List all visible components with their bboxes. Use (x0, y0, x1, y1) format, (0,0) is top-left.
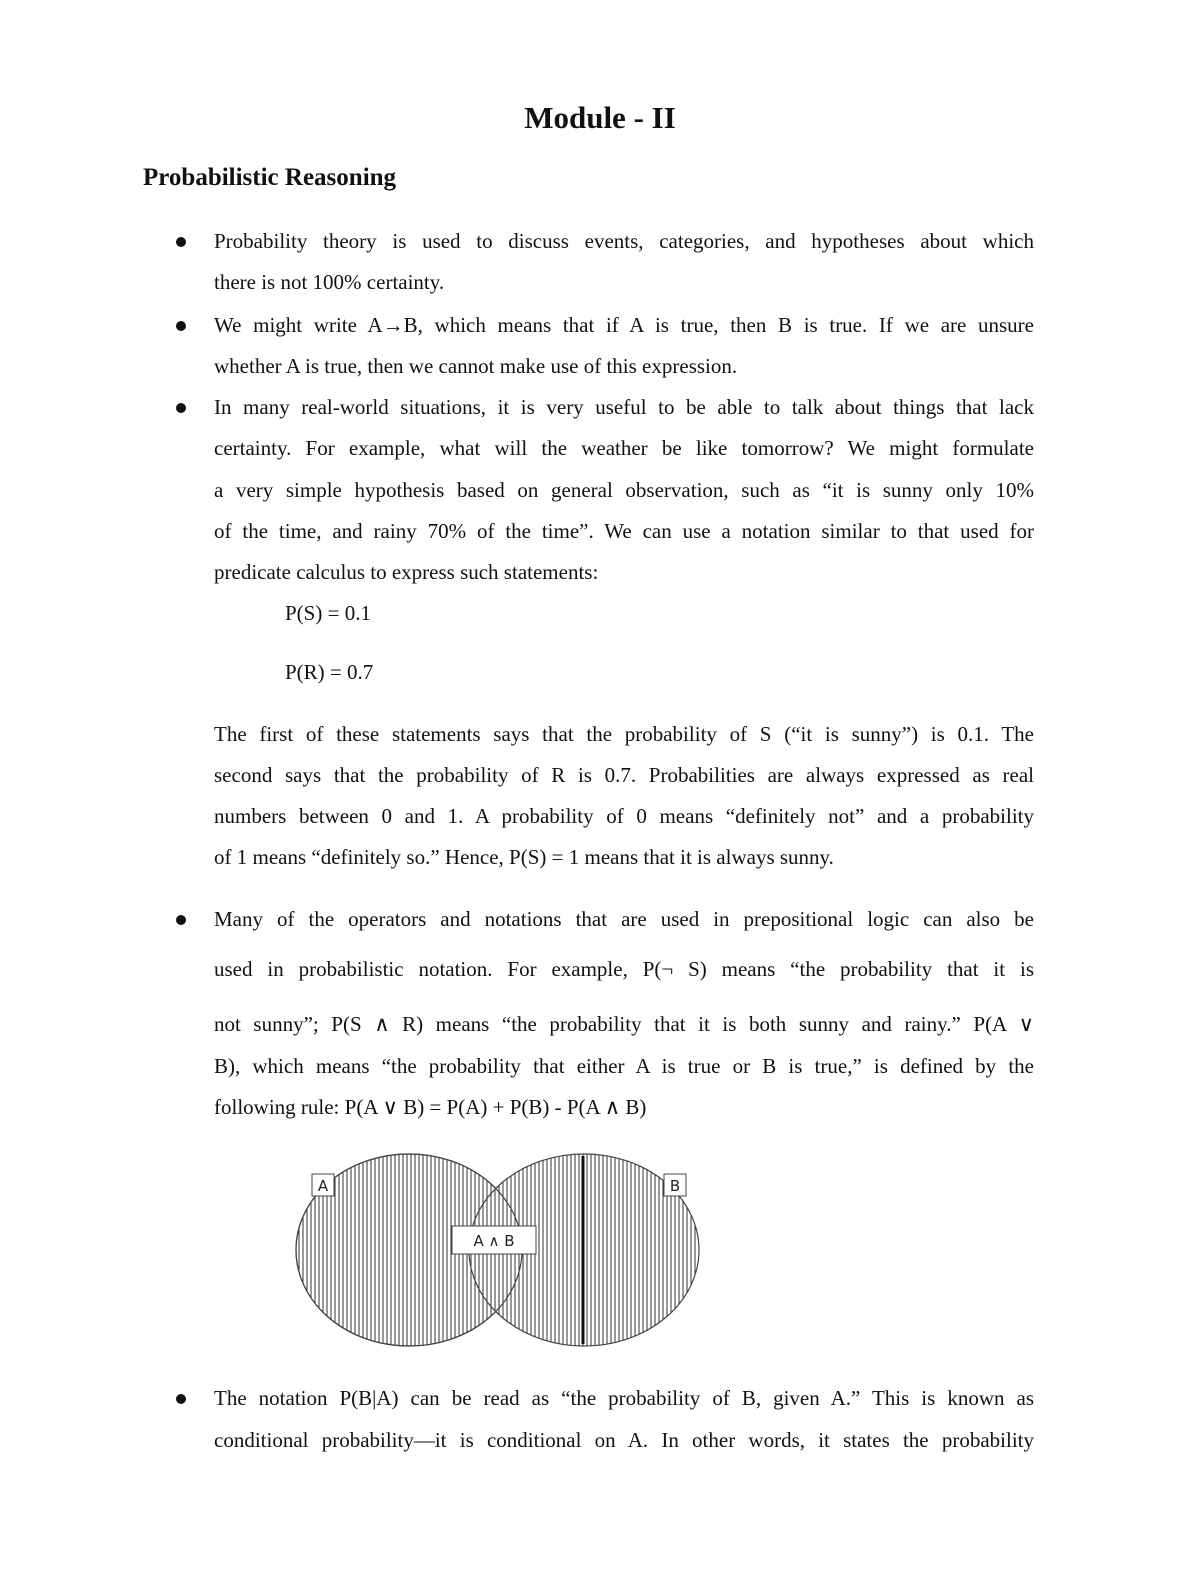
section-heading: Probabilistic Reasoning (143, 164, 397, 191)
bullet-2-line-2: whether A is true, then we cannot make use of this expression. (214, 354, 738, 378)
bullet-marker (176, 237, 186, 247)
bullet-marker (176, 915, 186, 925)
bullet-3-line-3: a very simple hypothesis based on general observation, such as “it is sunny only 10% (214, 478, 1034, 502)
formula-p-s: P(S) = 0.1 (285, 601, 371, 625)
bullet-3-line-2: certainty. For example, what will the weather be like tomorrow? We might formulate (214, 436, 1034, 460)
venn-label-intersection: A ∧ B (473, 1232, 515, 1250)
bullet-3-line-4: of the time, and rainy 70% of the time”. We can use a notation similar to that used for (214, 519, 1034, 543)
venn-label-a: A (317, 1177, 329, 1195)
bullet-marker (176, 403, 186, 413)
venn-diagram (294, 1150, 704, 1350)
bullet-3-line-1: In many real-world situations, it is very useful to be able to talk about things that lack (214, 395, 1034, 419)
bullet-4-line-2: used in probabilistic notation. For example, P(¬ S) means “the probability that it is (214, 957, 1034, 981)
paragraph-line-3: numbers between 0 and 1. A probability of 0 means “definitely not” and a probability (214, 804, 1034, 828)
bullet-5-line-1: The notation P(B|A) can be read as “the probability of B, given A.” This is known as (214, 1386, 1034, 1410)
venn-label-b: B (669, 1177, 681, 1195)
paragraph-line-4: of 1 means “definitely so.” Hence, P(S) = 1 means that it is always sunny. (214, 845, 834, 869)
paragraph-line-2: second says that the probability of R is 0.7. Probabilities are always expressed as real (214, 763, 1034, 787)
bullet-1-line-1: Probability theory is used to discuss events, categories, and hypotheses about which (214, 229, 1034, 253)
bullet-3-line-5: predicate calculus to express such statements: (214, 560, 599, 584)
bullet-marker (176, 1394, 186, 1404)
bullet-4-line-1: Many of the operators and notations that are used in prepositional logic can also be (214, 907, 1034, 931)
bullet-4-line-5: following rule: P(A ∨ B) = P(A) + P(B) - P(A ∧ B) (214, 1095, 647, 1119)
bullet-5-line-2: conditional probability—it is conditional on A. In other words, it states the probability (214, 1428, 1034, 1452)
page-title: Module - II (524, 100, 676, 135)
paragraph-line-1: The first of these statements says that the probability of S (“it is sunny”) is 0.1. The (214, 722, 1034, 746)
bullet-marker (176, 321, 186, 331)
bullet-1-line-2: there is not 100% certainty. (214, 270, 445, 294)
bullet-4-line-4: B), which means “the probability that either A is true or B is true,” is defined by the (214, 1054, 1034, 1078)
bullet-2-line-1: We might write A→B, which means that if A is true, then B is true. If we are unsure (214, 313, 1034, 337)
formula-p-r: P(R) = 0.7 (285, 660, 374, 684)
bullet-4-line-3: not sunny”; P(S ∧ R) means “the probability that it is both sunny and rainy.” P(A ∨ (214, 1012, 1034, 1036)
